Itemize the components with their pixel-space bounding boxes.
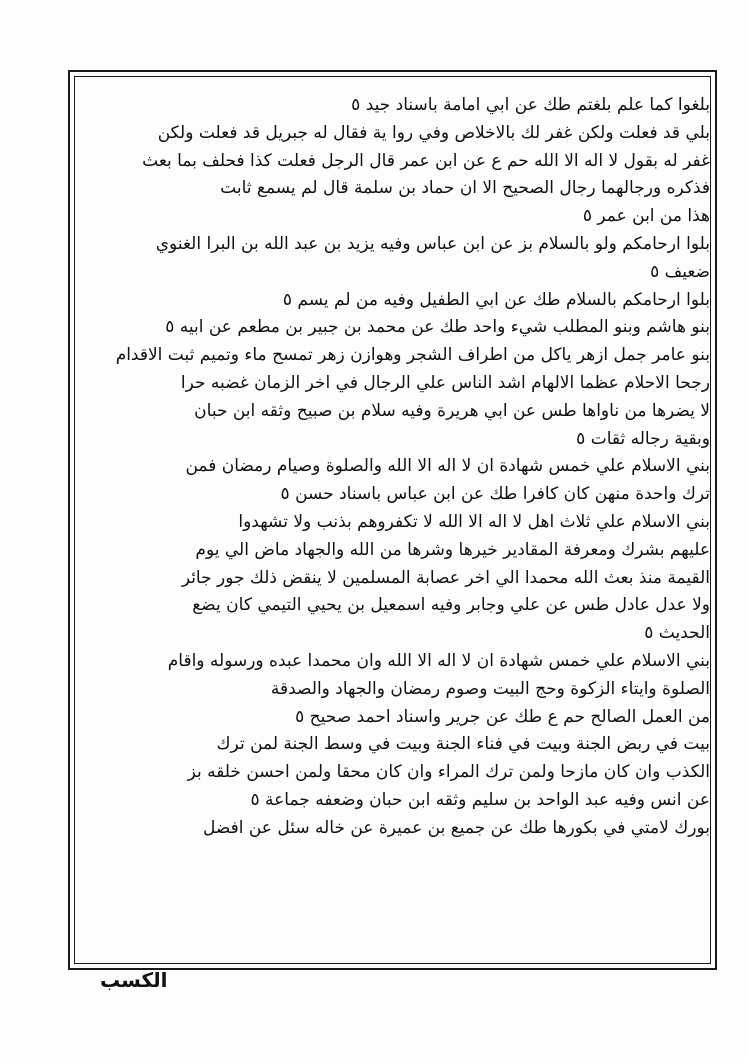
text-line: بنو عامر جمل ازهر ياكل من اطراف الشجر وهوازن زهر تمسح ماء وتميم ثبت الاقدام xyxy=(115,345,710,366)
text-line: بلوا ارحامكم ولو بالسلام بز عن ابن عباس وفيه يزيد بن عبد الله بن البرا الغنوي xyxy=(155,233,710,254)
text-line: من العمل الصالح حم ع طك عن جرير واسناد احمد صحيح ٥ xyxy=(295,706,710,727)
text-line: غفر له بقول لا اله الا الله حم ع عن ابن عمر قال الرجل فعلت كذا فحلف بما بعث xyxy=(142,150,710,171)
text-line: الكذب وان كان مازحا ولمن ترك المراء وان كان محقا ولمن احسن خلقه بز xyxy=(187,762,710,783)
text-line: ضعيف ٥ xyxy=(650,261,710,282)
text-line: بلوا ارحامكم بالسلام طك عن ابي الطفيل وفيه من لم يسم ٥ xyxy=(282,289,710,310)
text-line: هذا من ابن عمر ٥ xyxy=(582,206,710,227)
text-line: بني الاسلام علي خمس شهادة ان لا اله الا الله وان محمدا عبده ورسوله واقام xyxy=(167,650,710,671)
text-line: القيمة منذ بعث الله محمدا الي اخر عصابة المسلمين لا ينقض ذلك جور جائر xyxy=(181,567,710,588)
manuscript-text-block xyxy=(92,92,710,962)
text-line: عن انس وفيه عبد الواحد بن سليم وثقه ابن حبان وضعفه جماعة ٥ xyxy=(250,789,710,810)
text-line: عليهم بشرك ومعرفة المقادير خيرها وشرها من الله والجهاد ماض الي يوم xyxy=(195,539,710,560)
text-line: بورك لامتي في بكورها طك عن جميع بن عميرة عن خاله سئل عن افضل xyxy=(202,817,710,838)
catchword: الكسب xyxy=(100,968,168,992)
text-line: بنو هاشم وبنو المطلب شيء واحد طك عن محمد بن جبير بن مطعم عن ابيه ٥ xyxy=(165,317,710,338)
text-line: بلغوا كما علم بلغتم طك عن ابي امامة باسناد جيد ٥ xyxy=(351,95,710,115)
text-line: فذكره ورجالهما رجال الصحيح الا ان حماد بن سلمة قال لم يسمع ثابت xyxy=(220,178,710,199)
text-line: الصلوة وايتاء الزكوة وحج البيت وصوم رمضان والجهاد والصدقة xyxy=(270,678,710,699)
text-line: ولا عدل عادل طس عن علي وجابر وفيه اسمعيل بن يحيي التيمي كان يضع xyxy=(192,595,710,616)
text-line: بيت في ربض الجنة وبيت في فناء الجنة وبيت في وسط الجنة لمن ترك xyxy=(216,734,710,755)
text-line: لا يضرها من ناواها طس عن ابي هريرة وفيه سلام بن صبيح وثقه ابن حبان xyxy=(194,400,710,421)
text-line: رجحا الاحلام عظما الالهام اشد الناس علي الرجال في اخر الزمان غضبه حرا xyxy=(180,372,710,393)
text-line: الحديث ٥ xyxy=(644,623,710,644)
text-line: بني الاسلام علي خمس شهادة ان لا اله الا الله والصلوة وصيام رمضان فمن xyxy=(185,456,710,477)
text-line: ترك واحدة منهن كان كافرا طك عن ابن عباس باسناد حسن ٥ xyxy=(280,484,710,505)
text-line: بني الاسلام علي ثلاث اهل لا اله الا الله لا تكفروهم بذنب ولا تشهدوا xyxy=(238,511,710,532)
text-line: وبقية رجاله ثقات ٥ xyxy=(576,428,710,449)
text-line: بلي قد فعلت ولكن غفر لك بالاخلاص وفي روا ية فقال له جبريل قد فعلت ولكن xyxy=(157,122,710,143)
